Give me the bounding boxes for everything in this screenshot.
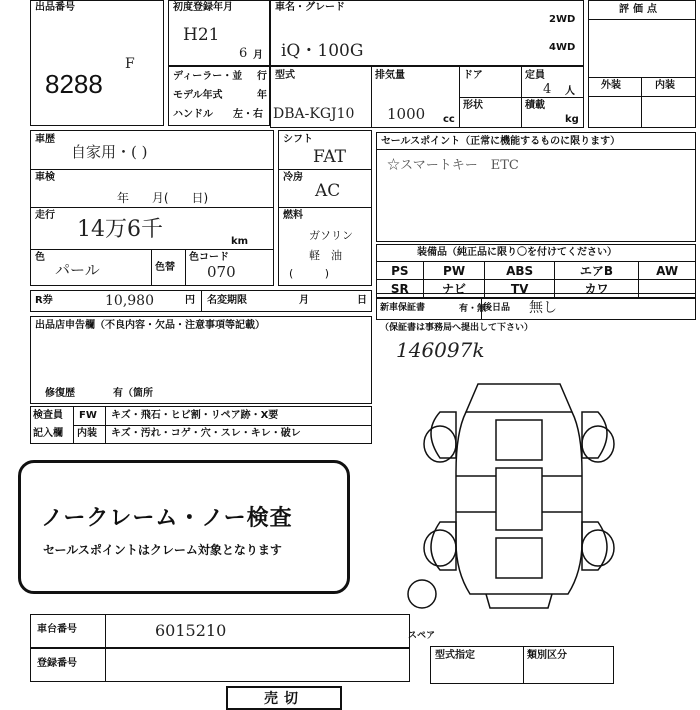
equip-abs: ABS — [485, 262, 554, 280]
handle-label: ハンドル — [173, 109, 213, 120]
spec-door-label: ドア — [463, 70, 483, 81]
deadline-day: 日 — [357, 295, 367, 306]
model-year-suffix: 年 — [257, 90, 267, 101]
shift-box — [278, 130, 372, 286]
class-label: 類別区分 — [527, 650, 567, 661]
wheel-rear-right — [582, 530, 614, 566]
equip-empty — [639, 280, 696, 298]
wheel-rear-left — [424, 530, 456, 566]
ac-label: 冷房 — [283, 172, 303, 183]
car-right-front — [582, 412, 607, 458]
warranty-label: 新車保証書 — [380, 303, 426, 313]
equip-sr: SR — [377, 280, 424, 298]
report-label: 出品店申告欄（不良内容・欠品・注意事項等記載） — [35, 320, 265, 331]
repair-value: 有（箇所 — [113, 388, 153, 399]
spec-cap-value: 4 — [543, 82, 552, 97]
spec-type-value: DBA-KGJ10 — [273, 106, 355, 122]
mileage-value: 14万6千 — [77, 217, 163, 242]
car-roof-front — [466, 384, 572, 412]
lot-box — [30, 0, 164, 126]
equip-navi: ナビ — [423, 280, 485, 298]
car-left-front — [431, 412, 456, 458]
no-claim-title: ノークレーム・ノー検査 — [41, 506, 293, 531]
drive-4wd: 4WD — [549, 42, 576, 53]
shift-value: FAT — [313, 147, 347, 167]
price-unit: 円 — [185, 295, 195, 306]
checker-box — [30, 406, 372, 444]
fw-items: キズ・飛石・ヒビ割・リペア跡・X要 — [111, 410, 279, 421]
price-label: R券 — [35, 295, 53, 306]
history-value: 自家用・( ) — [71, 143, 148, 161]
mileage-label: 走行 — [35, 210, 55, 221]
sales-value: ☆スマートキー ETC — [387, 158, 519, 173]
equip-airbag: エアB — [554, 262, 638, 280]
chassis-value: 6015210 — [155, 621, 227, 640]
shift-label: シフト — [283, 134, 313, 145]
reg-box — [168, 0, 270, 66]
car-roof — [496, 468, 542, 530]
model-value: iQ・100G — [281, 41, 364, 61]
regno-box — [30, 648, 410, 682]
deadline-label: 名変期限 — [207, 295, 247, 306]
warranty-option: 有・無 — [459, 304, 487, 314]
spec-load-label: 積載 — [525, 100, 545, 111]
spec-cap-unit: 人 — [565, 86, 575, 97]
sales-label: セールスポイント（正常に機能するものに限ります） — [381, 136, 621, 147]
fuel-option-diesel: 軽 油 — [309, 249, 342, 262]
mileage-unit: km — [231, 236, 249, 247]
reg-month-unit: 月 — [253, 50, 263, 61]
dealer-label: ディーラー・並 — [173, 71, 243, 82]
equip-box — [376, 244, 696, 294]
report-box — [30, 316, 372, 404]
interior-label: 内装 — [77, 428, 97, 439]
spare-label: スペア — [408, 631, 436, 641]
color-code-value: 070 — [207, 263, 236, 281]
repair-label: 修復歴 — [45, 388, 75, 399]
lot-number: 8288 — [45, 69, 103, 99]
car-right-rear — [582, 522, 607, 570]
car-diagram — [400, 372, 640, 622]
lot-mark: F — [125, 56, 135, 72]
chassis-label: 車台番号 — [37, 624, 77, 635]
dealer-box — [168, 66, 270, 126]
color-code-label: 色コード — [189, 252, 229, 263]
fuel-option-other: ( ) — [289, 267, 330, 280]
owner-value: 無し — [529, 300, 557, 316]
color-label: 色 — [35, 252, 45, 263]
drive-2wd: 2WD — [549, 14, 576, 25]
car-hood — [496, 420, 542, 460]
inspection-value: 年 月( 日) — [117, 191, 209, 205]
spare-wheel — [408, 580, 436, 608]
history-box — [30, 130, 274, 286]
inspection-label: 車検 — [35, 172, 55, 183]
car-left-rear — [431, 522, 456, 570]
ac-value: AC — [315, 181, 341, 201]
spec-disp-value: 1000 — [387, 105, 426, 123]
checker-label-2: 記入欄 — [33, 428, 63, 439]
fuel-label: 燃料 — [283, 210, 303, 221]
type-spec-label: 型式指定 — [435, 650, 475, 661]
equip-aw: AW — [639, 262, 696, 280]
spec-type-label: 型式 — [275, 70, 295, 81]
warranty-box — [376, 298, 696, 320]
equip-leather: カワ — [554, 280, 638, 298]
interior-items: キズ・汚れ・コゲ・穴・スレ・キレ・破レ — [111, 428, 301, 439]
rating-interior: 内装 — [655, 80, 675, 91]
handle-options: 左・右 — [233, 109, 263, 120]
reg-label: 初度登録年月 — [173, 2, 233, 13]
reg-year: H21 — [183, 25, 220, 45]
price-box — [30, 290, 372, 312]
checker-label-1: 検査員 — [33, 410, 63, 421]
car-body — [456, 412, 582, 594]
car-trunk — [496, 538, 542, 578]
equip-title: 装備品（純正品に限り〇を付けてください） — [417, 247, 617, 258]
regno-label: 登録番号 — [37, 658, 77, 669]
price-value: 10,980 — [105, 293, 154, 309]
model-box — [270, 0, 584, 66]
rating-exterior: 外装 — [601, 80, 621, 91]
chassis-box — [30, 614, 410, 648]
type-spec-box — [430, 646, 614, 684]
reg-month: 6 — [239, 46, 248, 61]
equip-tv: TV — [485, 280, 554, 298]
no-claim-box — [18, 460, 350, 594]
spec-cap-label: 定員 — [525, 70, 545, 81]
no-claim-subtitle: セールスポイントはクレーム対象となります — [43, 543, 282, 557]
equip-ps: PS — [377, 262, 424, 280]
wheel-front-left — [424, 426, 456, 462]
sold-stamp: 売切 — [226, 686, 342, 710]
lot-label: 出品番号 — [35, 2, 75, 13]
model-year-label: モデル年式 — [173, 90, 223, 101]
dealer-suffix: 行 — [257, 71, 267, 82]
history-label: 車歴 — [35, 134, 55, 145]
spec-disp-label: 排気量 — [375, 70, 405, 81]
warranty-note: （保証書は事務局へ提出して下さい） — [380, 323, 534, 333]
spec-disp-unit: cc — [443, 114, 455, 125]
spec-box — [270, 66, 584, 128]
equip-grid — [376, 261, 696, 298]
color-change-label: 色替 — [155, 262, 175, 273]
owner-label: 後日品 — [483, 303, 511, 313]
fuel-option-gasoline: ガソリン — [309, 229, 353, 242]
rating-box — [588, 0, 696, 128]
mileage-note: 146097k — [396, 338, 485, 362]
sales-box — [376, 132, 696, 242]
fw-label: FW — [79, 410, 97, 421]
spec-load-unit: kg — [565, 114, 579, 125]
equip-pw: PW — [423, 262, 485, 280]
wheel-front-right — [582, 426, 614, 462]
rating-title: 評価点 — [619, 4, 661, 15]
deadline-month: 月 — [299, 295, 309, 306]
spec-shape-label: 形状 — [463, 100, 483, 111]
model-label: 車名・グレード — [275, 2, 345, 13]
color-value: パール — [55, 261, 100, 279]
